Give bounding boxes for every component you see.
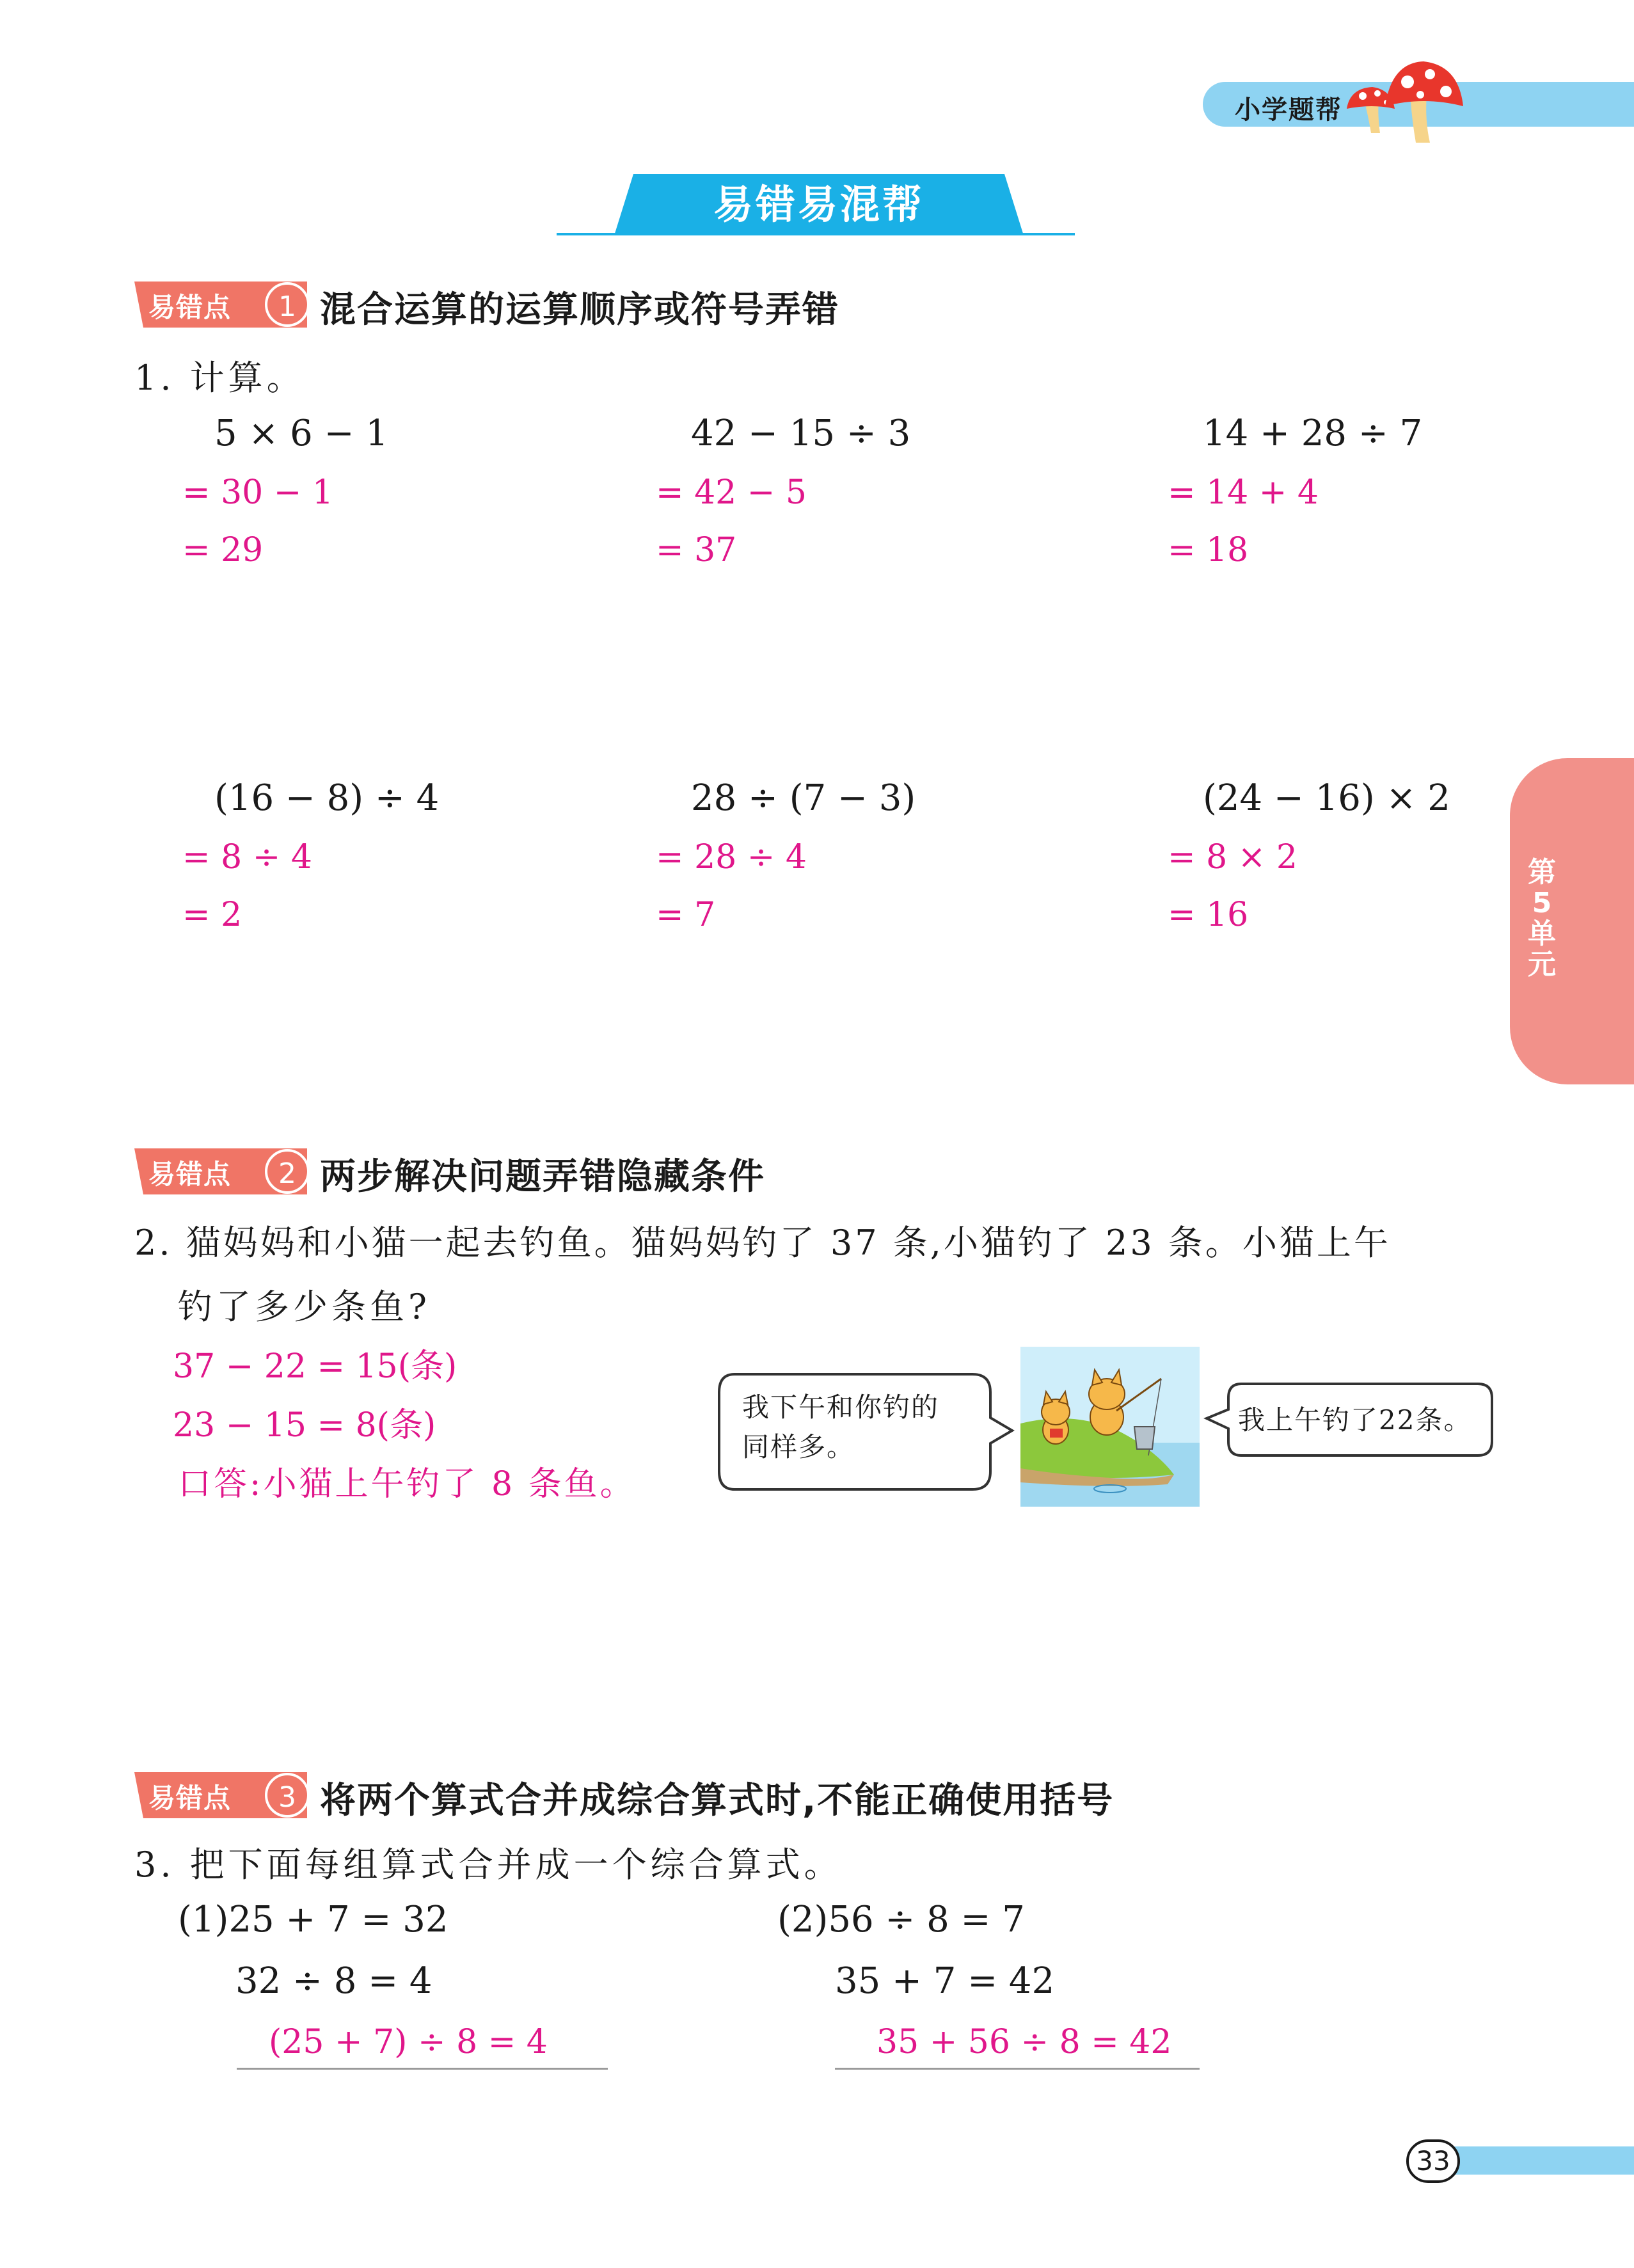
problem-step: = 30 − 1 [182, 473, 333, 512]
problem-step: = 8 ÷ 4 [182, 838, 312, 876]
group-1-line-1: (1)25 + 7 = 32 [178, 1899, 448, 1940]
problem-step: = 37 [656, 531, 737, 569]
question-2-prompt-cont: 钓了多少条鱼? [178, 1287, 431, 1327]
problem-expression: 5 × 6 − 1 [214, 413, 388, 454]
error-point-label-3: 易错点 [148, 1782, 232, 1814]
group-1-answer: (25 + 7) ÷ 8 = 4 [269, 2023, 548, 2061]
problem-step: = 14 + 4 [1168, 473, 1319, 512]
group-2-answer-line [835, 2068, 1200, 2070]
error-point-number-3: 3 [265, 1773, 310, 1818]
speech-bubble-right-text: 我上午钓了22条。 [1238, 1404, 1472, 1436]
speech-bubble-left-line2: 同样多。 [742, 1431, 855, 1463]
question-2-prompt: 2. 猫妈妈和小猫一起去钓鱼。猫妈妈钓了 37 条,小猫钓了 23 条。小猫上午 [134, 1223, 1391, 1263]
problem-expression: 28 ÷ (7 − 3) [691, 777, 916, 819]
problem-step: = 29 [182, 531, 264, 569]
error-point-label-2: 易错点 [148, 1159, 232, 1190]
problem-step: = 7 [656, 896, 716, 934]
answer-line: 37 − 22 = 15(条) [173, 1347, 457, 1386]
unit-side-tab-label: 第5单元 [1528, 856, 1556, 981]
answer-line: 23 − 15 = 8(条) [173, 1406, 436, 1445]
problem-step: = 8 × 2 [1168, 838, 1297, 876]
question-3-prompt: 3. 把下面每组算式合并成一个综合算式。 [134, 1844, 843, 1885]
problem-expression: 42 − 15 ÷ 3 [691, 413, 911, 454]
group-1-answer-line [237, 2068, 608, 2070]
problem-expression: (16 − 8) ÷ 4 [214, 777, 440, 819]
section-title: 易错易混帮 [713, 181, 924, 228]
fishing-cats-illustration [1020, 1347, 1200, 1507]
speech-bubble-left-line1: 我下午和你钓的 [742, 1392, 940, 1423]
error-point-number-2: 2 [265, 1149, 310, 1194]
error-point-label-1: 易错点 [148, 292, 232, 323]
answer-sentence: 口答:小猫上午钓了 8 条鱼。 [178, 1465, 636, 1503]
error-point-number-1: 1 [265, 282, 310, 327]
problem-expression: 14 + 28 ÷ 7 [1203, 413, 1423, 454]
group-2-line-2: 35 + 7 = 42 [835, 1960, 1055, 2002]
question-1-prompt: 1. 计算。 [134, 358, 305, 398]
problem-step: = 28 ÷ 4 [656, 838, 807, 876]
group-2-answer: 35 + 56 ÷ 8 = 42 [876, 2023, 1172, 2061]
problem-step: = 18 [1168, 531, 1249, 569]
problem-expression: (24 − 16) × 2 [1203, 777, 1450, 819]
group-2-line-1: (2)56 ÷ 8 = 7 [777, 1899, 1025, 1940]
page-number-bar [1433, 2146, 1634, 2175]
error-point-heading-3: 将两个算式合并成综合算式时,不能正确使用括号 [320, 1780, 1114, 1821]
error-point-heading-2: 两步解决问题弄错隐藏条件 [320, 1156, 765, 1198]
problem-step: = 2 [182, 896, 242, 934]
mushroom-icon [1340, 56, 1468, 146]
page-number: 33 [1406, 2139, 1460, 2183]
problem-step: = 16 [1168, 896, 1249, 934]
error-point-heading-1: 混合运算的运算顺序或符号弄错 [320, 289, 839, 331]
problem-step: = 42 − 5 [656, 473, 807, 512]
group-1-line-2: 32 ÷ 8 = 4 [235, 1960, 432, 2002]
brand-name: 小学题帮 [1235, 95, 1342, 125]
